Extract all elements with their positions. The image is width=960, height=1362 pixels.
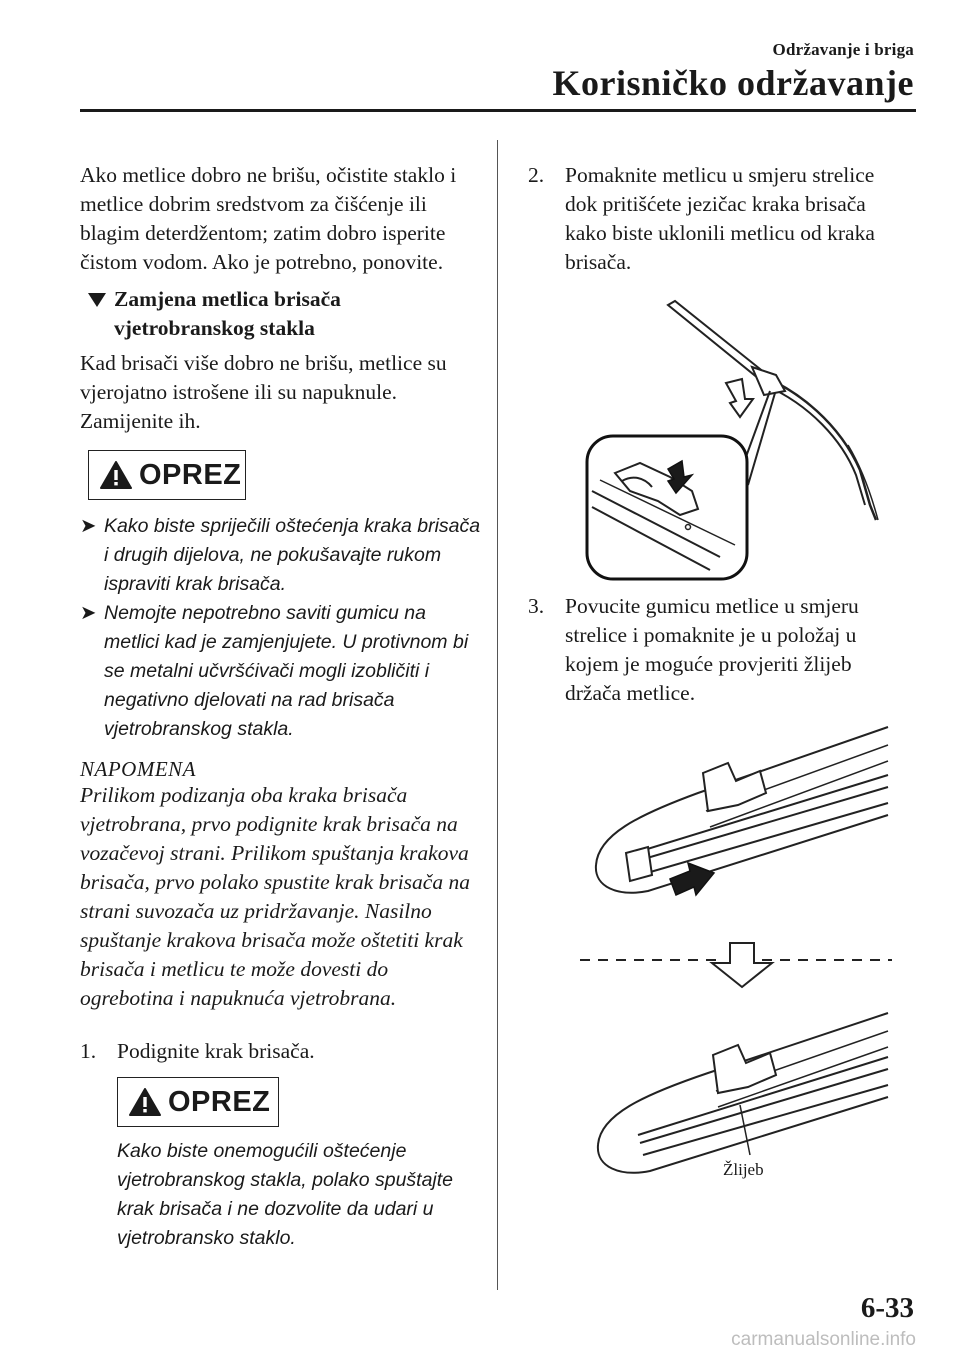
section-heading-line1: Zamjena metlica brisača — [114, 287, 341, 311]
triangle-bullet-icon — [88, 293, 106, 307]
column-divider — [497, 140, 498, 1290]
section-heading-line2: vjetrobranskog stakla — [114, 316, 315, 340]
caution-box — [117, 1077, 279, 1127]
step-1 — [80, 1037, 480, 1066]
arrow-bullet-icon: ➤ — [80, 602, 97, 624]
rubber-slide-illustration — [578, 715, 898, 1195]
step-number: 3. — [528, 594, 545, 618]
blade-removal-illustration — [580, 295, 890, 585]
page-title: Korisničko održavanje — [552, 63, 914, 103]
chapter-name: Održavanje i briga — [772, 40, 914, 59]
replace-paragraph: Kad brisači više dobro ne brišu, metlice su vjerojatno istrošene ili su napuknule. Zamijenite ih. — [80, 351, 447, 433]
note-title: NAPOMENA — [80, 757, 196, 781]
step-text: Povucite gumicu metlice u smjeru strelice i pomaknite je u položaj u kojem je moguće provjeriti žlijeb držača metlice. — [565, 594, 859, 705]
caution-box — [88, 450, 246, 500]
step-text: Pomaknite metlicu u smjeru strelice dok pritišćete jezičac kraka brisača kako biste uklonili metlicu od kraka brisača. — [565, 163, 875, 274]
warning-triangle-icon — [128, 1087, 162, 1117]
arrow-bullet-icon: ➤ — [80, 515, 97, 537]
step-3 — [528, 592, 898, 708]
caution-label: OPREZ — [168, 1085, 271, 1118]
step-number: 1. — [80, 1039, 97, 1063]
page-number: 6-33 — [860, 1292, 914, 1324]
caution-item: ➤ Kako biste spriječili oštećenja kraka brisača i drugih dijelova, ne pokušavajte rukom ispraviti krak brisača. — [80, 512, 485, 599]
caution-label: OPREZ — [139, 458, 242, 491]
step-text: Podignite krak brisača. — [117, 1039, 315, 1063]
caution-list — [80, 512, 485, 744]
warning-triangle-icon — [99, 460, 133, 490]
caution-item: ➤ Nemojte nepotrebno saviti gumicu na metlici kad je zamjenjujete. U protivnom bi se metalni učvršćivači mogli izobličiti i negativno djelovati na rad brisača vjetrobranskog stakla. — [80, 599, 485, 744]
note-text: Prilikom podizanja oba kraka brisača vjetrobrana, prvo podignite krak brisača na vozačevoj strani. Prilikom spuštanja krakova brisača, prvo polako spustite krak brisača na strani suvozača uz pridržavanje. Nasilno spuštanje krakova brisača može oštetiti krak brisača i metlicu te može dovesti do ogrebotina i napuknuća vjetrobrana. — [80, 783, 470, 1010]
watermark: carmanualsonline.info — [731, 1329, 916, 1350]
header-rule — [80, 109, 916, 112]
groove-label: Žlijeb — [723, 1160, 764, 1179]
step-number: 2. — [528, 163, 545, 187]
intro-paragraph: Ako metlice dobro ne brišu, očistite staklo i metlice dobrim sredstvom za čišćenje ili blagim deterdžentom; zatim dobro isperite čistom vodom. Ako je potrebno, ponovite. — [80, 163, 457, 274]
caution-text: Kako biste onemogućili oštećenje vjetrobranskog stakla, polako spuštajte krak brisača i ne dozvolite da udari u vjetrobransko staklo. — [117, 1140, 454, 1249]
step-2 — [528, 161, 898, 277]
section-heading — [88, 285, 488, 343]
